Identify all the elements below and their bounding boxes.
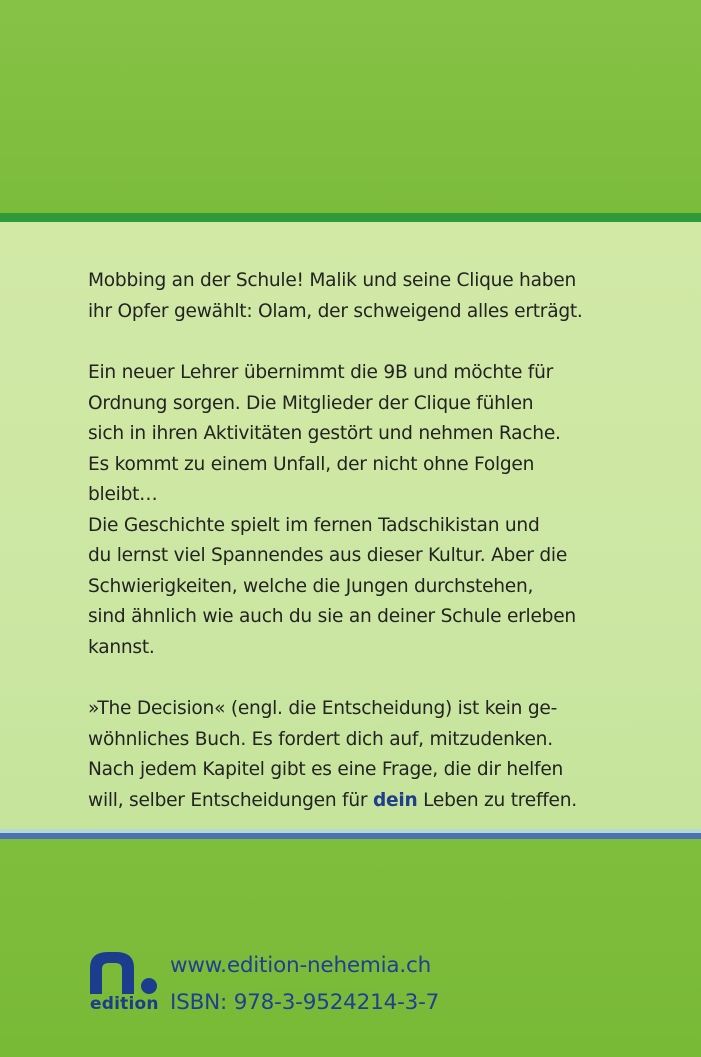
- blurb-line: Es kommt zu einem Unfall, der nicht ohne Folgen: [88, 453, 535, 475]
- blurb-line: kannst.: [88, 636, 155, 658]
- blurb-paragraph-4: [88, 694, 600, 816]
- blurb-text: will, selber Entscheidungen für: [88, 789, 373, 811]
- blurb-line: Mobbing an der Schule! Malik und seine Clique haben: [88, 270, 577, 291]
- blurb-line: wöhnliches Buch. Es fordert dich auf, mitzudenken.: [88, 728, 553, 750]
- blurb-line: sind ähnlich wie auch du sie an deiner Schule erleben: [88, 606, 576, 627]
- blurb-last-line: [88, 786, 600, 817]
- paragraph-gap: [88, 663, 600, 694]
- isbn-number: ISBN: 978-3-9524214-3-7: [170, 990, 440, 1015]
- blurb-line: bleibt…: [88, 484, 158, 505]
- blurb-paragraph-2: [88, 358, 600, 511]
- blurb-line: Die Geschichte spielt im fernen Tadschikistan und: [88, 514, 540, 536]
- back-cover-blurb: [88, 266, 600, 816]
- blurb-line: Ein neuer Lehrer übernimmt die 9B und möchte für: [88, 362, 554, 383]
- top-green-band: [0, 0, 701, 213]
- blurb-line: ihr Opfer gewählt: Olam, der schweigend alles erträgt.: [88, 300, 583, 322]
- blurb-line: Nach jedem Kapitel gibt es eine Frage, die dir helfen: [88, 759, 564, 780]
- top-dark-green-rule: [0, 213, 701, 222]
- blurb-paragraph-1: [88, 266, 600, 327]
- blurb-line: »The Decision« (engl. die Entscheidung) ist kein ge-: [88, 698, 558, 719]
- publisher-website: www.edition-nehemia.ch: [170, 953, 432, 978]
- blurb-paragraph-3: [88, 511, 600, 664]
- blurb-text: Leben zu treffen.: [417, 789, 577, 811]
- blurb-line: Ordnung sorgen. Die Mitglieder der Clique fühlen: [88, 392, 534, 414]
- paragraph-gap: [88, 327, 600, 358]
- blurb-line: sich in ihren Aktivitäten gestört und nehmen Rache.: [88, 423, 561, 444]
- blurb-line: du lernst viel Spannendes aus dieser Kultur. Aber die: [88, 545, 568, 566]
- bottom-green-band: [0, 839, 701, 1057]
- blurb-line: Schwierigkeiten, welche die Jungen durchstehen,: [88, 575, 534, 597]
- emphasized-word: dein: [372, 789, 418, 811]
- publisher-logo-label: edition: [90, 994, 159, 1014]
